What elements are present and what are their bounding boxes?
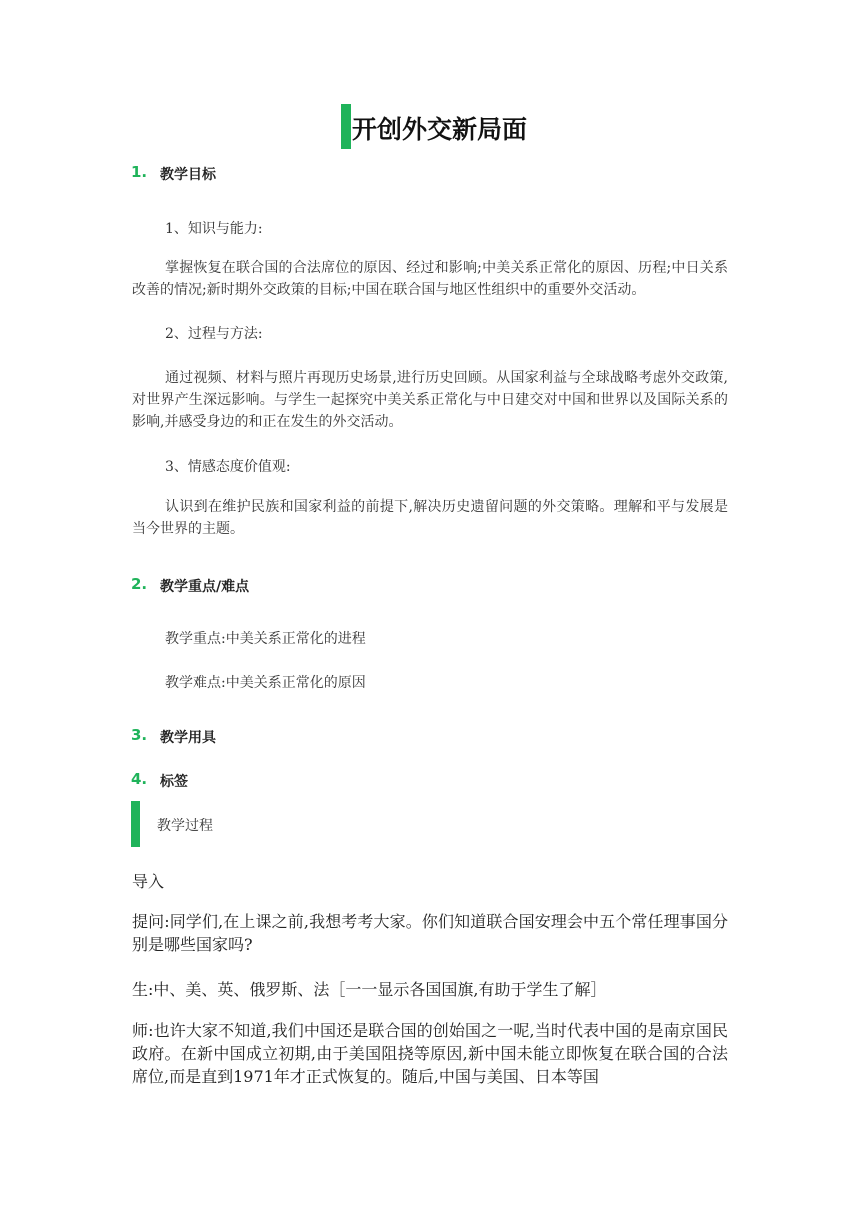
section-2-number: 2. bbox=[131, 575, 148, 593]
section-2-title: 教学重点/难点 bbox=[160, 579, 250, 595]
process-label: 教学过程 bbox=[157, 818, 213, 834]
section-4-number: 4. bbox=[131, 770, 148, 788]
key-point-difficulty: 教学难点:中美关系正常化的原因 bbox=[165, 675, 366, 691]
emotion-heading: 3、情感态度价值观: bbox=[165, 459, 291, 475]
section-3-number: 3. bbox=[131, 726, 148, 744]
knowledge-text: 掌握恢复在联合国的合法席位的原因、经过和影响;中美关系正常化的原因、历程;中日关系改善的情况;新时期外交政策的目标;中国在联合国与地区性组织中的重要外交活动。 bbox=[132, 260, 728, 298]
process-heading: 2、过程与方法: bbox=[165, 326, 263, 342]
key-point-focus: 教学重点:中美关系正常化的进程 bbox=[165, 631, 366, 647]
lesson-question: 提问:同学们,在上课之前,我想考考大家。你们知道联合国安理会中五个常任理事国分别是哪些国家吗? bbox=[132, 912, 728, 954]
page-title: 开创外交新局面 bbox=[352, 115, 528, 144]
section-3-title: 教学用具 bbox=[160, 730, 216, 746]
section-4-title: 标签 bbox=[160, 774, 188, 790]
emotion-text: 认识到在维护民族和国家利益的前提下,解决历史遗留问题的外交策略。理解和平与发展是当今世界的主题。 bbox=[132, 499, 728, 537]
process-accent-bar bbox=[131, 801, 140, 847]
section-1-number: 1. bbox=[131, 163, 148, 181]
title-accent-bar bbox=[341, 104, 351, 149]
process-text: 通过视频、材料与照片再现历史场景,进行历史回顾。从国家利益与全球战略考虑外交政策,对世界产生深远影响。与学生一起探究中美关系正常化与中日建交对中国和世界以及国际关系的影响,并感受身边的和正在发生的外交活动。 bbox=[132, 370, 728, 430]
lesson-intro: 导入 bbox=[132, 872, 165, 891]
knowledge-heading: 1、知识与能力: bbox=[165, 221, 263, 237]
lesson-teacher-text: 师:也许大家不知道,我们中国还是联合国的创始国之一呢,当时代表中国的是南京国民政府。在新中国成立初期,由于美国阻挠等原因,新中国未能立即恢复在联合国的合法席位,而是直到1971年才正式恢复的。随后,中国与美国、日本等国 bbox=[132, 1021, 728, 1086]
section-1-title: 教学目标 bbox=[160, 167, 216, 183]
lesson-student-answer: 生:中、美、英、俄罗斯、法［一一显示各国国旗,有助于学生了解］ bbox=[132, 980, 607, 999]
